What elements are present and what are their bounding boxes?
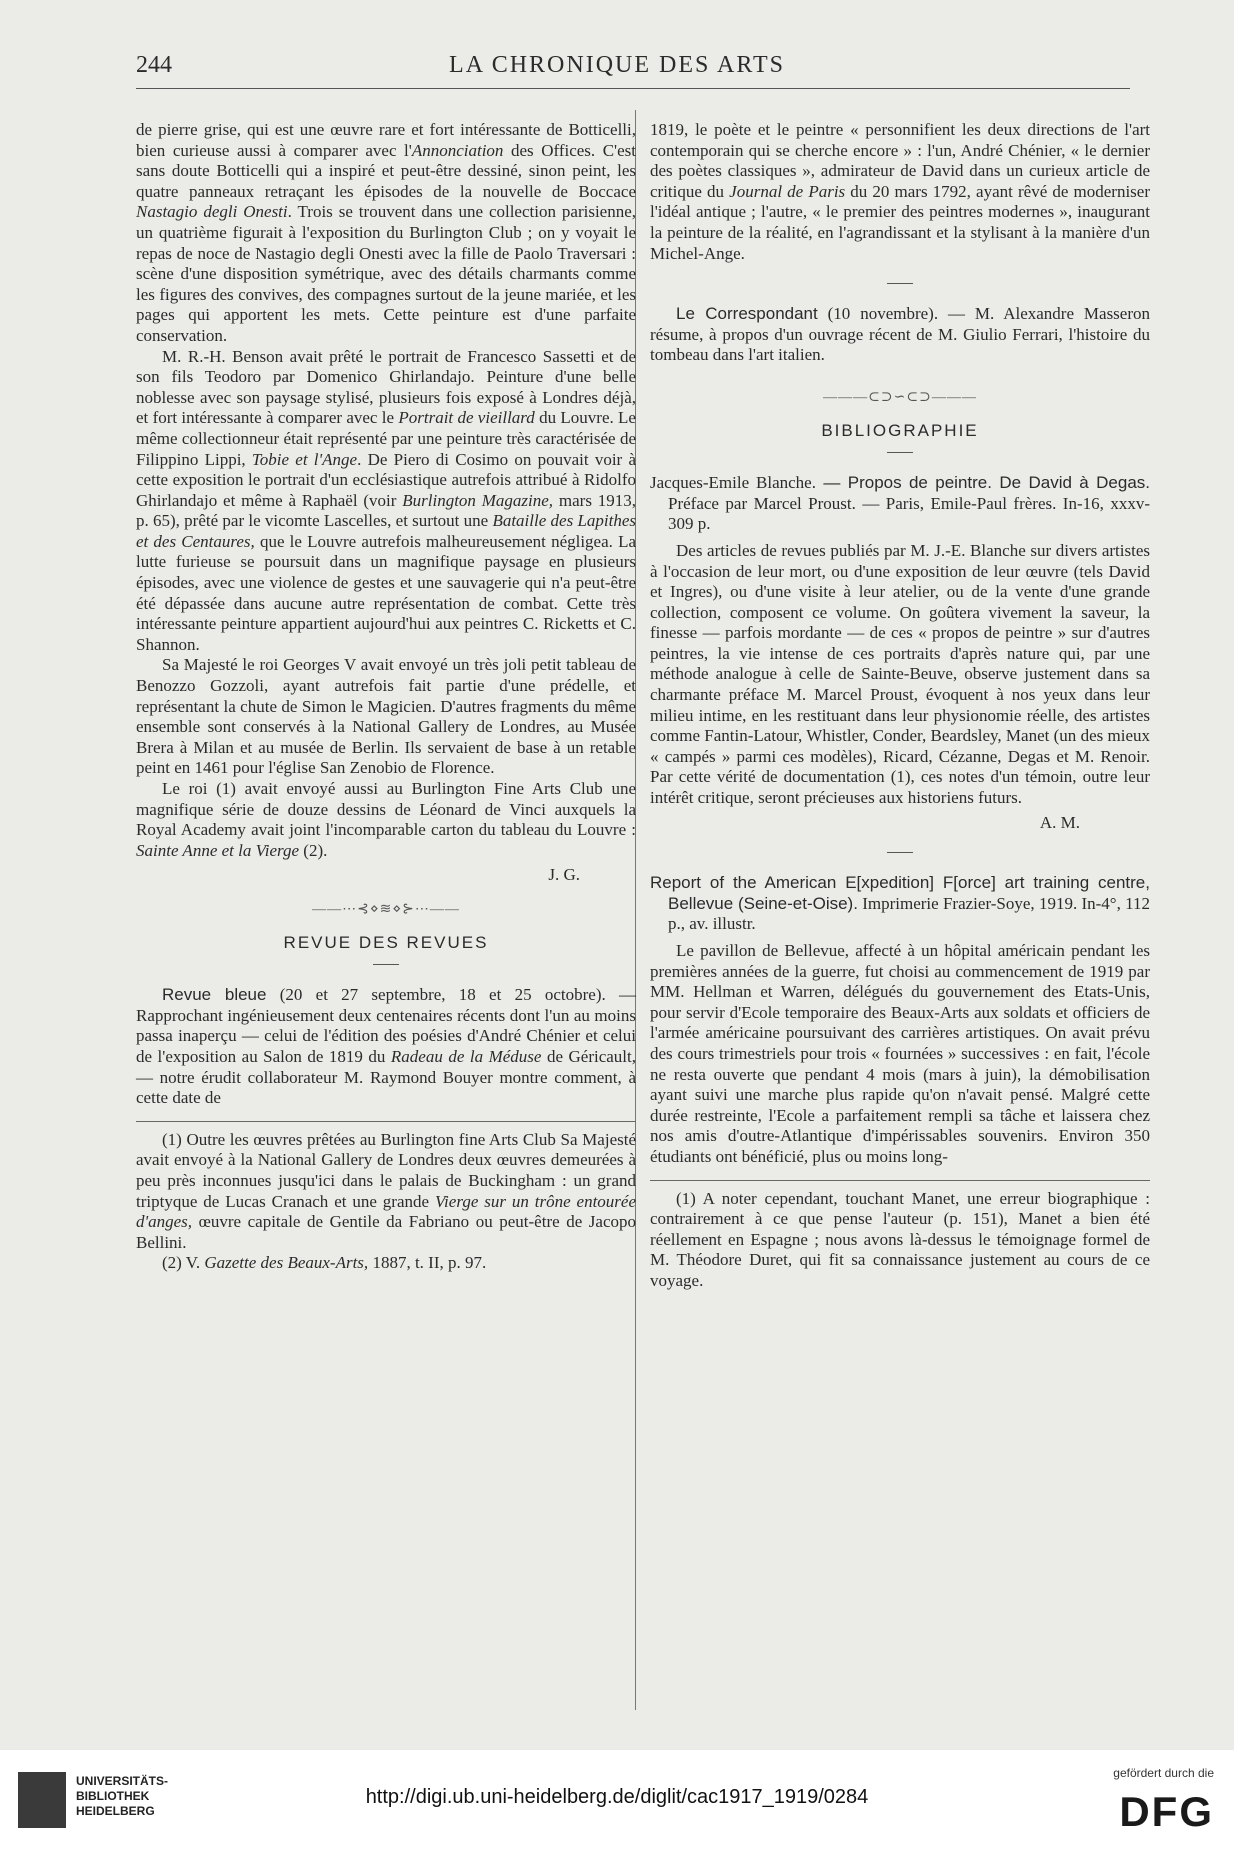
paragraph: de pierre grise, qui est une œuvre rare et fort intéressante de Botticelli, bien curieuse aussi à comparer avec l'Annonciation des Offices. C'est sans doute Botticelli qui a inspiré et peut-être dessiné, sinon peint, les quatre panneaux retraçant les épisodes de la nouvelle de Boccace Nastagio degli Onesti. Trois se trouvent dans une collection parisienne, un quatrième figurait à l'exposition du Burlington Club ; on y voyait le repas de noce de Nastagio degli Onesti avec la fille de Paolo Traversari : scène d'une disposition symétrique, avec des détails charmants comme les figures des convives, des compagnes surtout de la jeune mariée, et les pages qui apportent les mets. Cette peinture est d'une parfaite conservation.	[136, 120, 637, 345]
paragraph: Sa Majesté le roi Georges V avait envoyé un très joli petit tableau de Benozzo Gozzoli, ayant autrefois fait partie d'une prédelle, et représentant la chute de Simon le Magicien. D'autres fragments du même ensemble sont conservés à la National Gallery de Londres, au Musée Brera à Milan et au musée de Berlin. Ils servaient de base à un retable peint en 1461 pour l'église San Zenobio de Florence.	[136, 655, 636, 778]
signature: J. G.	[548, 865, 580, 885]
signature: A. M.	[1039, 812, 1080, 832]
ornament-divider: ———⊂⊃∽⊂⊃———	[823, 389, 977, 405]
paragraph: M. R.-H. Benson avait prêté le portrait de Francesco Sassetti et de son fils Teodoro par Domenico Ghirlandajo. Peinture d'une belle noblesse avec son paysage stylisé, plusieurs fois exposé à Londres déjà, et fort intéressante à comparer avec le Portrait de vieillard du Louvre. Le même collectionneur était représenté par une peinture très caractérisée de Filippino Lippi, Tobie et l'Ange. De Piero di Cosimo on pouvait voir à cette exposition le portrait d'un ecclésiastique autrefois attribué à Ridolfo Ghirlandajo et même à Raphaël (voir Burlington Magazine, mars 1913, p. 65), prêté par le vicomte Lascelles, et surtout une Bataille des Lapithes et des Centaures, que le Louvre autrefois malheureusement négligea. La lutte furieuse se poursuit dans un magnifique paysage en plusieurs épisodes, avec une violence de gestes et une sauvagerie qui n'a peut-être été dépassée dans aucune autre représentation de combat. Cette très intéressante peinture appartient aujourd'hui aux peintres C. Ricketts et C. Shannon.	[136, 346, 637, 654]
left-column	[136, 120, 636, 1274]
viewer-footer	[0, 1750, 1234, 1852]
header-rule	[136, 88, 1130, 89]
ornament-divider: ——⋯⊰⋄≋⋄⊱⋯——	[312, 901, 460, 917]
permalink-url[interactable]: http://digi.ub.uni-heidelberg.de/diglit/cac1917_1919/0284	[365, 1786, 869, 1808]
review-entry: Revue bleue (20 et 27 septembre, 18 et 25 octobre). — Rapprochant ingénieusement deux centenaires récents dont l'un au moins passa inaperçu — celui de l'édition des poésies d'André Chénier et celui de l'exposition au Salon de 1819 du Radeau de la Méduse de Géricault, — notre érudit collaborateur M. Raymond Bouyer montre comment, à cette date de	[136, 985, 636, 1108]
review-entry: Le Correspondant (10 novembre). — M. Alexandre Masseron résume, à propos d'un ouvrage récent de M. Giulio Ferrari, l'histoire du tombeau dans l'art italien.	[650, 304, 1151, 365]
separator-dash	[650, 843, 1150, 859]
right-column	[650, 120, 1150, 1292]
journal-title: LA CHRONIQUE DES ARTS	[449, 52, 785, 78]
bibliography-entry: Report of the American E[xpedition] F[orce] art training centre, Bellevue (Seine-et-Oise). Imprimerie Frazier-Soye, 1919. In-4°, 112 p., av. illustr.	[650, 873, 1150, 934]
heading-dash	[650, 443, 1150, 459]
library-name: UNIVERSITÄTS- BIBLIOTHEK HEIDELBERG	[76, 1774, 169, 1818]
page-number: 244	[136, 52, 172, 78]
heading-dash	[136, 955, 636, 971]
sponsor-caption: gefördert durch die	[1113, 1766, 1214, 1780]
footnote: (2) V. Gazette des Beaux-Arts, 1887, t. II, p. 97.	[162, 1253, 487, 1273]
section-heading: REVUE DES REVUES	[283, 932, 489, 952]
separator-dash	[650, 274, 1150, 290]
footnote-rule	[136, 1121, 636, 1122]
dfg-logo: DFG	[1119, 1788, 1214, 1835]
footnote: (1) A noter cependant, touchant Manet, une erreur biographique : contrairement à ce que pense l'auteur (p. 151), Manet a bien été réellement en Espagne ; nous avons là-dessus le témoignage formel de M. Théodore Duret, qui fit sa connaissance justement au cours de ce voyage.	[650, 1188, 1150, 1290]
running-header	[0, 52, 1234, 82]
footnote-rule	[650, 1180, 1150, 1181]
section-heading: BIBLIOGRAPHIE	[821, 420, 979, 440]
bibliography-entry: Jacques-Emile Blanche. — Propos de peintre. De David à Degas. Préface par Marcel Proust. — Paris, Emile-Paul frères. In-16, xxxv-309 p.	[650, 473, 1150, 534]
paragraph: Des articles de revues publiés par M. J.-E. Blanche sur divers artistes à l'occasion de leur mort, ou d'une exposition de leur œuvre (tels David et Ingres), ou d'une visite à leur atelier, ou de la vente d'une grande collection, composent ce volume. On goûtera vivement la saveur, la finesse — parfois mordante — de ces « propos de peintre » sur d'autres peintres, la vie intense de ces portraits d'après nature qui, par une méthode analogue à celle de Sainte-Beuve, observe justement dans sa charmante préface M. Marcel Proust, évoquent à nos yeux dans leur milieu intime, en les restituant dans leur physionomie réelle, des artistes comme Fantin-Latour, Whistler, Conder, Beardsley, Manet (un des mieux « campés » parmi ces modèles), Ricard, Cézanne, Degas et M. Renoir. Par cette vérité de documentation (1), ces notes d'un témoin, outre leur intérêt critique, seront précieuses aux historiens futurs.	[650, 540, 1150, 808]
paragraph: Le roi (1) avait envoyé aussi au Burlington Fine Arts Club une magnifique série de douze dessins de Léonard de Vinci auxquels la Royal Academy avait joint l'incomparable carton du tableau du Louvre : Sainte Anne et la Vierge (2).	[136, 779, 636, 860]
paragraph: Le pavillon de Bellevue, affecté à un hôpital américain pendant les premières années de la guerre, fut choisi au commencement de 1919 par MM. Hellman et Warren, délégués du gouvernement des Etats-Unis, pour servir d'Ecole temporaire des Beaux-Arts aux soldats et officiers de l'armée américaine poursuivant des carrières artistiques. On avait prévu des cours trimestriels pour trois « fournées » successives : en fait, l'école ne resta ouverte que pendant 4 mois (mars à juin), la démobilisation ayant suivi une marche plus rapide qu'on n'avait pensé. Malgré cette durée restreinte, l'Ecole a parfaitement rempli sa tâche et laissera chez nos amis d'outre-Atlantique d'impérissables souvenirs. Environ 350 étudiants ont bénéficié, plus ou moins long-	[650, 941, 1150, 1166]
footnote: (1) Outre les œuvres prêtées au Burlington fine Arts Club Sa Majesté avait envoyé à la National Gallery de Londres deux œuvres demeurées à peu près inconnues jusqu'ici dans le palais de Buckingham : un grand triptyque de Lucas Cranach et une grande Vierge sur un trône entourée d'anges, œuvre capitale de Gentile da Fabriano ou peut-être de Jacopo Bellini.	[136, 1129, 637, 1252]
paragraph: 1819, le poète et le peintre « personnifient les deux directions de l'art contemporain qui se cherche encore » : l'un, André Chénier, « le dernier des poètes classiques », admirateur de David dans un curieux article de critique du Journal de Paris du 20 mars 1792, ayant rêvé de moderniser l'idéal antique ; l'autre, « le premier des peintres modernes », inaugurant la peinture de la réalité, en l'agrandissant et la stylisant à la manière d'un Michel-Ange.	[650, 120, 1150, 263]
